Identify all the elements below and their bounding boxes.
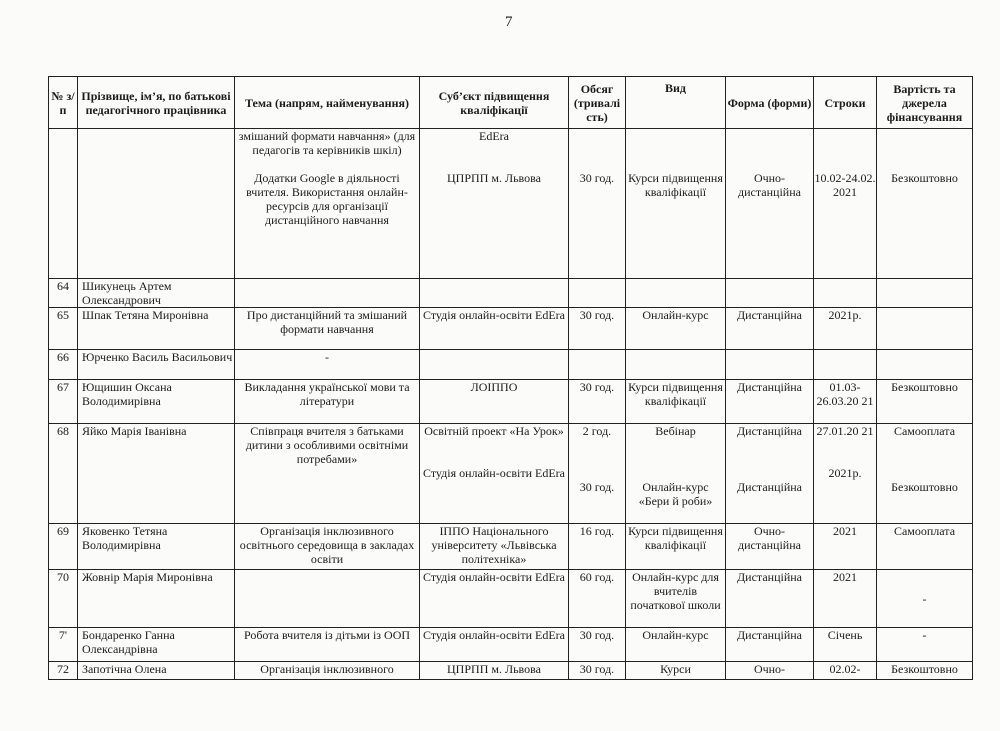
row-cost: Безкоштовно	[877, 662, 973, 680]
row-name: Яковенко Тетяна Володимирівна	[78, 524, 235, 570]
header-row	[49, 77, 973, 129]
row-topic: -	[235, 350, 420, 380]
row-subject-2: Студія онлайн-освіти EdEra	[423, 466, 565, 480]
row-volume: 60 год.	[569, 570, 626, 628]
cont-form: Очно-дистанційна	[738, 171, 801, 199]
row-subject: ІППО Національного університету «Львівська політехніка»	[420, 524, 569, 570]
table-row	[49, 308, 973, 350]
row-form: Дистанційна	[726, 308, 814, 350]
row-volume-2: 30 год.	[579, 480, 615, 494]
header-cost: Вартість та джерела фінансування	[877, 77, 973, 129]
row-terms: 02.02-	[814, 662, 877, 680]
row-cost-1: Самооплата	[893, 424, 956, 438]
row-kind: Онлайн-курс	[626, 308, 726, 350]
row-kind-2: Онлайн-курс «Бери й роби»	[638, 480, 713, 508]
table-row	[49, 424, 973, 524]
row-name: Юрченко Василь Васильович	[78, 350, 235, 380]
cont-topic-2: Додатки Google в діяльності вчителя. Використання онлайн-ресурсів для організації дистанційного навчання	[246, 171, 408, 227]
row-form: Очно-дистанційна	[726, 524, 814, 570]
header-form: Форма (форми)	[726, 77, 814, 129]
table-row	[49, 129, 973, 279]
row-form-1: Дистанційна	[737, 424, 802, 438]
row-volume: 30 год.	[569, 380, 626, 424]
cont-cost: Безкоштовно	[891, 171, 958, 185]
row-cost: -	[877, 570, 973, 628]
row-name: Бондаренко Ганна Олександрівна	[78, 628, 235, 662]
row-name: Шикунець Артем Олександрович	[78, 279, 235, 308]
header-topic: Тема (напрям, найменування)	[235, 77, 420, 129]
row-topic: Про дистанційний та змішаний формати навчання	[235, 308, 420, 350]
header-subject: Суб’єкт підвищення кваліфікації	[420, 77, 569, 129]
cont-subject-2: ЦПРПП м. Львова	[447, 171, 541, 185]
header-terms: Строки	[814, 77, 877, 129]
table-row	[49, 628, 973, 662]
header-name: Прізвище, ім’я, по батькові педагогічного працівника	[78, 77, 235, 129]
row-form: Дистанційна	[726, 570, 814, 628]
header-volume: Обсяг (тривалі сть)	[569, 77, 626, 129]
cont-topic-1: змішаний формати навчання» (для педагогів та керівників шкіл)	[238, 129, 416, 157]
row-volume: 30 год.	[569, 662, 626, 680]
row-subject: Студія онлайн-освіти EdEra	[420, 308, 569, 350]
training-table	[48, 76, 973, 680]
row-terms: 01.03-26.03.20 21	[814, 380, 877, 424]
table-row	[49, 570, 973, 628]
row-subject: Студія онлайн-освіти EdEra	[420, 628, 569, 662]
table-row	[49, 279, 973, 308]
row-name: Яйко Марія Іванівна	[78, 424, 235, 524]
row-volume: 30 год.	[569, 308, 626, 350]
row-form: Очно-	[726, 662, 814, 680]
row-name: Жовнір Марія Миронівна	[78, 570, 235, 628]
cont-kind: Курси підвищення кваліфікації	[628, 171, 723, 199]
row-cost: Безкоштовно	[877, 380, 973, 424]
row-topic: Робота вчителя із дітьми із ООП	[235, 628, 420, 662]
row-num: 65	[49, 308, 78, 350]
table-row	[49, 662, 973, 680]
row-terms: 2021р.	[814, 308, 877, 350]
row-topic: Викладання української мови та літератури	[235, 380, 420, 424]
row-volume: 16 год.	[569, 524, 626, 570]
row-volume-1: 2 год.	[582, 424, 612, 438]
row-num: 70	[49, 570, 78, 628]
header-num: № з/п	[49, 77, 78, 129]
row-name: Запотічна Олена	[78, 662, 235, 680]
cont-subject-1: EdEra	[479, 129, 509, 143]
row-kind: Онлайн-курс для вчителів початкової школи	[626, 570, 726, 628]
row-kind: Курси підвищення кваліфікації	[626, 380, 726, 424]
row-num: 64	[49, 279, 78, 308]
row-subject: ЛОІППО	[420, 380, 569, 424]
table-row	[49, 380, 973, 424]
row-cost: -	[877, 628, 973, 662]
row-terms: Січень	[814, 628, 877, 662]
row-subject: Студія онлайн-освіти EdEra	[420, 570, 569, 628]
row-subject: ЦПРПП м. Львова	[420, 662, 569, 680]
row-kind: Онлайн-курс	[626, 628, 726, 662]
row-cost: Самооплата	[877, 524, 973, 570]
row-terms-2: 2021р.	[828, 466, 862, 480]
row-subject-1: Освітній проект «На Урок»	[424, 424, 564, 438]
table-row	[49, 350, 973, 380]
row-num: 66	[49, 350, 78, 380]
row-terms: 2021	[814, 524, 877, 570]
row-num: 7'	[49, 628, 78, 662]
row-num: 72	[49, 662, 78, 680]
row-num: 68	[49, 424, 78, 524]
row-topic: Організація інклюзивного	[235, 662, 420, 680]
row-form: Дистанційна	[726, 628, 814, 662]
cont-terms: 10.02-24.02. 2021	[814, 171, 876, 199]
row-kind: Курси	[626, 662, 726, 680]
row-volume: 30 год.	[569, 628, 626, 662]
row-kind-1: Вебінар	[655, 424, 696, 438]
table-row	[49, 524, 973, 570]
row-name: Шпак Тетяна Миронівна	[78, 308, 235, 350]
row-form: Дистанційна	[726, 380, 814, 424]
row-topic: Співпраця вчителя з батьками дитини з особливими освітніми потребами»	[235, 424, 420, 524]
header-kind: Вид	[626, 77, 726, 129]
row-num: 67	[49, 380, 78, 424]
cont-volume: 30 год.	[579, 171, 615, 185]
row-topic: Організація інклюзивного освітнього середовища в закладах освіти	[235, 524, 420, 570]
row-num: 69	[49, 524, 78, 570]
row-terms: 2021	[814, 570, 877, 628]
row-cost-2: Безкоштовно	[891, 480, 958, 494]
page-number: 7	[505, 14, 513, 30]
row-terms-1: 27.01.20 21	[816, 424, 874, 438]
row-name: Ющишин Оксана Володимирівна	[78, 380, 235, 424]
row-kind: Курси підвищення кваліфікації	[626, 524, 726, 570]
row-form-2: Дистанційна	[737, 480, 802, 494]
